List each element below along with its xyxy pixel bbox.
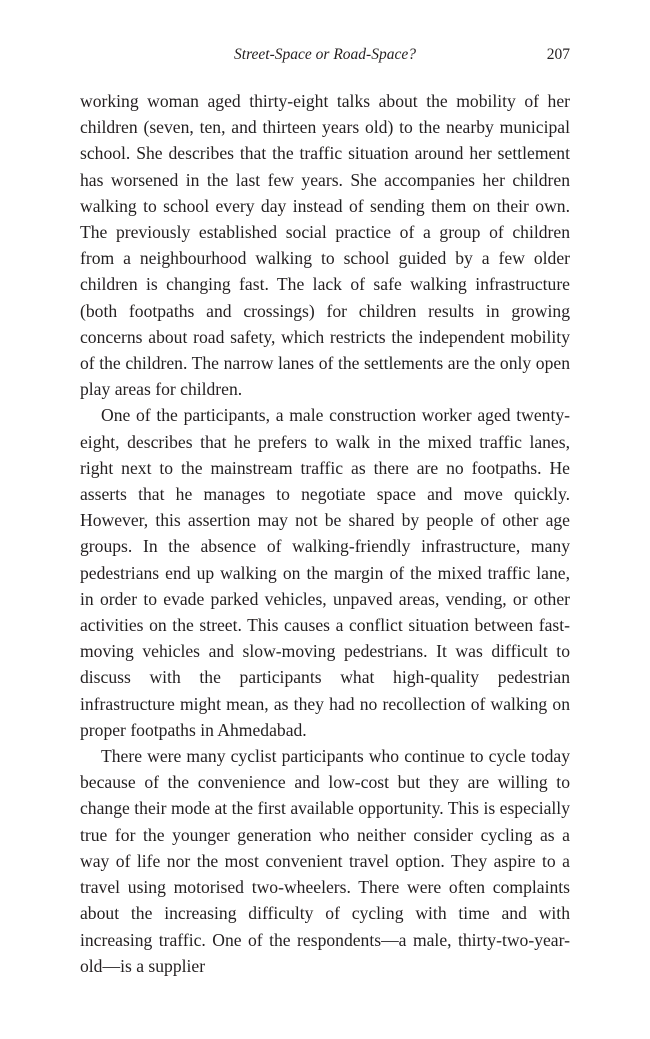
paragraph-construction-worker: One of the participants, a male construction worker aged twenty-eight, describes that he prefers to walk in the mixed traffic lanes, right next to the mainstream traffic as there are no footpaths. He asserts that he manages to negotiate space and move quickly. However, this assertion may not be shared by people of other age groups. In the absence of walking-friendly infrastructure, many pedestrians end up walking on the margin of the mixed traffic lane, in order to evade parked vehicles, unpaved areas, vending, or other activities on the street. This causes a conflict situation between fast-moving vehicles and slow-moving pedestrians. It was difficult to discuss with the participants what high-quality pedestrian infrastructure might mean, as they had no recollection of walking on proper footpaths in Ahmedabad. — [80, 405, 570, 740]
page-number: 207 — [546, 46, 570, 63]
running-head — [80, 44, 570, 66]
paragraph-cyclists: There were many cyclist participants who continue to cycle today because of the convenience and low-cost but they are willing to change their mode at the first available opportunity. This is especially true for the younger generation who neither consider cycling as a way of life nor the most convenient travel option. They aspire to a travel using motorised two-wheelers. There were often complaints about the increasing difficulty of cycling with time and with increasing traffic. One of the respondents—a male, thirty-two-year-old—is a supplier — [80, 746, 570, 976]
body-text — [80, 88, 570, 979]
paragraph-continued: working woman aged thirty-eight talks about the mobility of her children (seven, ten, and thirteen years old) to the nearby municipal school. She describes that the traffic situation around her settlement has worsened in the last few years. She accompanies her children walking to school every day instead of sending them on their own. The previously established social practice of a group of children from a neighbourhood walking to school guided by a few older children is changing fast. The lack of safe walking infrastructure (both footpaths and crossings) for children results in growing concerns about road safety, which restricts the independent mobility of the children. The narrow lanes of the settlements are the only open play areas for children. — [80, 91, 570, 400]
running-title: Street-Space or Road-Space? — [234, 46, 416, 63]
